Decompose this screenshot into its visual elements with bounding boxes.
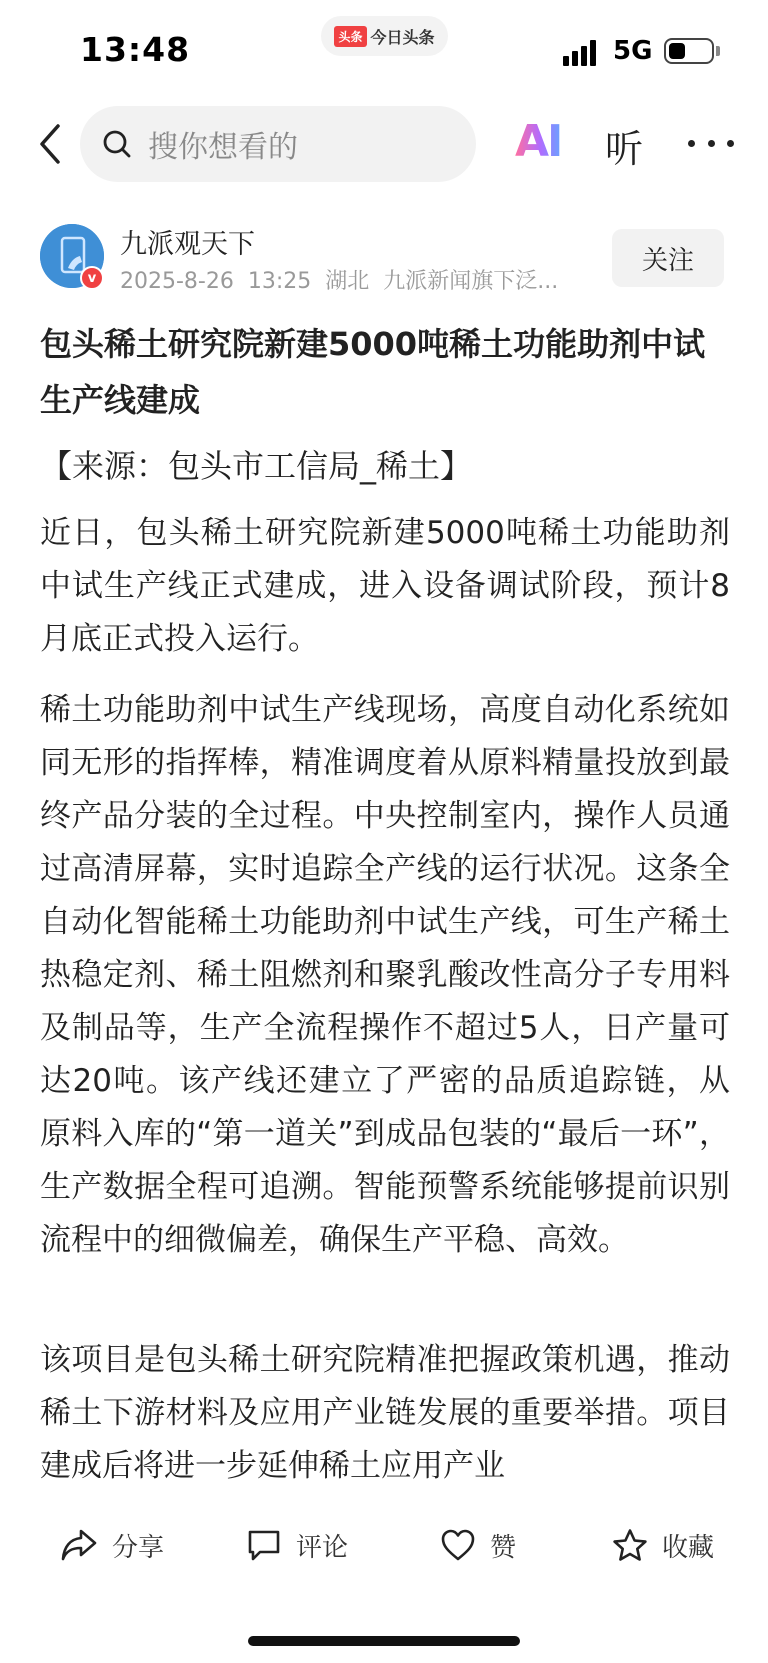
author-description: 九派新闻旗下泛... — [383, 269, 559, 294]
post-time: 13:25 — [247, 269, 312, 294]
status-bar — [0, 0, 768, 100]
battery-level — [669, 43, 685, 59]
bottom-action-bar — [0, 1510, 768, 1580]
search-icon — [102, 129, 132, 159]
post-date: 2025-8-26 — [120, 269, 234, 294]
comment-button[interactable] — [246, 1510, 348, 1580]
more-options-icon[interactable] — [688, 140, 734, 150]
author-name[interactable]: 九派观天下 — [120, 229, 255, 260]
app-name: 今日头条 — [370, 27, 435, 47]
listen-button[interactable]: 听 — [605, 127, 644, 171]
comment-icon — [246, 1528, 282, 1562]
article-paragraph: 稀土功能助剂中试生产线现场，高度自动化系统如同无形的指挥棒，精准调度着从原料精量投放到最终产品分装的全过程。中央控制室内，操作人员通过高清屏幕，实时追踪全产线的运行状况。这条全自动化智能稀土功能助剂中试生产线，可生产稀土热稳定剂、稀土阻燃剂和聚乳酸改性高分子专用料及制品等，生产全流程操作不超过5人，日产量可达20吨。该产线还建立了严密的品质追踪链，从原料入库的“第一道关”到成品包装的“最后一环”，生产数据全程可追溯。智能预警系统能够提前识别流程中的细微偏差，确保生产平稳、高效。 — [40, 692, 730, 1258]
search-input[interactable] — [80, 106, 476, 182]
heart-icon — [440, 1528, 476, 1562]
status-time: 13:48 — [80, 30, 191, 69]
battery-icon — [664, 38, 714, 64]
favorite-label: 收藏 — [662, 1532, 715, 1563]
back-button[interactable] — [28, 120, 72, 168]
like-label: 赞 — [490, 1532, 517, 1563]
share-button[interactable] — [60, 1510, 164, 1580]
share-icon — [60, 1528, 98, 1562]
search-placeholder: 搜你想看的 — [148, 130, 298, 165]
article-title: 包头稀土研究院新建5000吨稀土功能助剂中试生产线建成 — [40, 325, 706, 419]
verified-badge: v — [80, 266, 104, 290]
like-button[interactable] — [440, 1510, 516, 1580]
ai-button[interactable]: AI — [515, 116, 562, 167]
network-type: 5G — [613, 36, 653, 66]
cellular-signal-icon — [563, 40, 603, 66]
star-icon — [612, 1528, 648, 1562]
back-arrow-icon — [36, 122, 64, 166]
favorite-button[interactable] — [612, 1510, 714, 1580]
app-logo-icon: 头条 — [334, 26, 366, 47]
article-paragraph: 近日，包头稀土研究院新建5000吨稀土功能助剂中试生产线正式建成，进入设备调试阶段，预计8月底正式投入运行。 — [40, 515, 730, 657]
share-label: 分享 — [112, 1532, 165, 1563]
app-indicator-pill[interactable] — [321, 16, 448, 56]
author-meta — [120, 264, 580, 295]
home-indicator[interactable] — [248, 1636, 520, 1646]
battery-cap — [716, 46, 720, 56]
comment-label: 评论 — [296, 1532, 349, 1563]
article-source: 【来源：包头市工信局_稀土】 — [40, 447, 473, 485]
follow-button[interactable]: 关注 — [612, 229, 724, 287]
post-location: 湖北 — [325, 269, 370, 294]
article-paragraph: 该项目是包头稀土研究院精准把握政策机遇，推动稀土下游材料及应用产业链发展的重要举措。项目建成后将进一步延伸稀土应用产业 — [40, 1342, 730, 1484]
